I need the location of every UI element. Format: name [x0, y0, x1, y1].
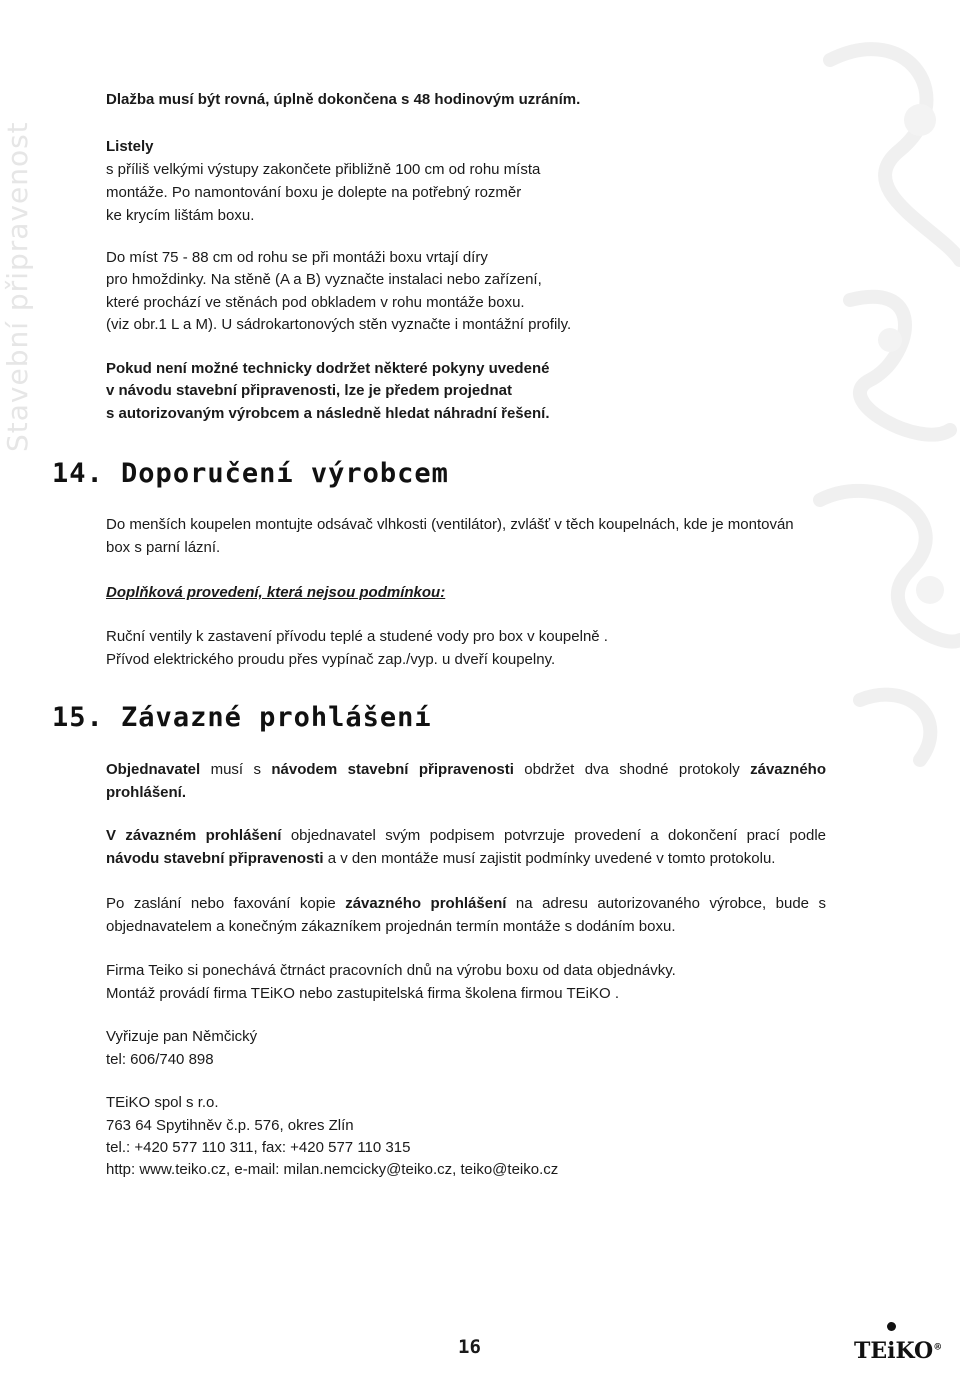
- text-span: musí s: [200, 761, 272, 778]
- section-14-option: Ruční ventily k zastavení přívodu teplé a studené vody pro box v koupelně .: [106, 628, 608, 645]
- holes-line: (viz obr.1 L a M). U sádrokartonových stěn vyznačte i montážní profily.: [106, 316, 572, 333]
- section-14-paragraph: box s parní lázní.: [106, 539, 221, 556]
- page-number: 16: [458, 1336, 481, 1358]
- section-15-line: Firma Teiko si ponechává čtrnáct pracovních dnů na výrobu boxu od data objednávky.: [106, 962, 676, 979]
- logo-text: TEiKO®: [854, 1338, 943, 1364]
- bold-span: V závazném prohlášení: [106, 827, 282, 844]
- contact-line: Vyřizuje pan Němčický: [106, 1028, 258, 1045]
- bold-span: závazného prohlášení: [345, 895, 507, 912]
- listely-line: s příliš velkými výstupy zakončete přibližně 100 cm od rohu místa: [106, 161, 541, 178]
- bold-span: návodem stavební připravenosti: [271, 761, 514, 778]
- holes-line: Do míst 75 - 88 cm od rohu se při montáži boxu vrtají díry: [106, 249, 488, 266]
- intro-line: Dlažba musí být rovná, úplně dokončena s 48 hodinovým uzráním.: [106, 91, 581, 108]
- note-line: v návodu stavební připravenosti, lze je předem projednat: [106, 382, 512, 399]
- text-span: obdržet dva shodné protokoly: [513, 761, 751, 778]
- section-title: Závazné prohlášení: [121, 702, 432, 733]
- decorative-watermark: [790, 0, 960, 820]
- contact-line: tel: 606/740 898: [106, 1051, 214, 1068]
- note-line: s autorizovaným výrobcem a následně hledat náhradní řešení.: [106, 405, 550, 422]
- text-span: objednavatel svým podpisem potvrzuje provedení a dokončení prací podle: [281, 827, 826, 844]
- side-title: Stavební připravenost: [1, 121, 34, 452]
- section-15-paragraph-3: [106, 892, 826, 938]
- text-span: Po zaslání nebo faxování kopie: [106, 895, 346, 912]
- section-number: 14.: [52, 458, 104, 489]
- bold-span: návodu stavební připravenosti: [106, 850, 324, 867]
- text-span: na adresu autorizovaného výrobce, bude s objednavatelem a konečným zákazníkem projednán termín montáže s dodáním boxu.: [106, 895, 826, 935]
- section-14-subheading: Doplňková provedení, která nejsou podmínkou:: [106, 584, 446, 601]
- text-span: a v den montáže musí zajistit podmínky uvedené v tomto protokolu.: [323, 850, 776, 867]
- listely-heading: Listely: [106, 138, 154, 155]
- section-15-heading: [52, 702, 432, 733]
- section-14-heading: [52, 458, 449, 489]
- company-line: TEiKO spol s r.o.: [106, 1094, 219, 1111]
- section-title: Doporučení výrobcem: [121, 458, 449, 489]
- company-line: 763 64 Spytihněv č.p. 576, okres Zlín: [106, 1117, 354, 1134]
- section-number: 15.: [52, 702, 104, 733]
- section-14-option: Přívod elektrického proudu přes vypínač zap./vyp. u dveří koupelny.: [106, 651, 556, 668]
- section-15-paragraph-1: [106, 758, 826, 804]
- logo-dot: [887, 1322, 896, 1331]
- section-14-paragraph: Do menších koupelen montujte odsávač vlhkosti (ventilátor), zvlášť v těch koupelnách, kde je montován: [106, 516, 794, 533]
- bold-span: závazného prohlášení.: [106, 761, 826, 801]
- section-15-paragraph-2: [106, 824, 826, 870]
- company-line: http: www.teiko.cz, e-mail: milan.nemcicky@teiko.cz, teiko@teiko.cz: [106, 1161, 559, 1178]
- listely-line: montáže. Po namontování boxu je dolepte na potřebný rozměr: [106, 184, 522, 201]
- note-line: Pokud není možné technicky dodržet některé pokyny uvedené: [106, 360, 550, 377]
- section-15-line: Montáž provádí firma TEiKO nebo zastupitelská firma školena firmou TEiKO .: [106, 985, 619, 1002]
- holes-line: pro hmoždinky. Na stěně (A a B) vyznačte instalaci nebo zařízení,: [106, 271, 542, 288]
- listely-line: ke krycím lištám boxu.: [106, 207, 255, 224]
- bold-span: Objednavatel: [106, 761, 201, 778]
- teiko-logo: [852, 1326, 944, 1366]
- holes-line: které prochází ve stěnách pod obkladem v rohu montáže boxu.: [106, 294, 525, 311]
- company-line: tel.: +420 577 110 311, fax: +420 577 110 315: [106, 1139, 411, 1156]
